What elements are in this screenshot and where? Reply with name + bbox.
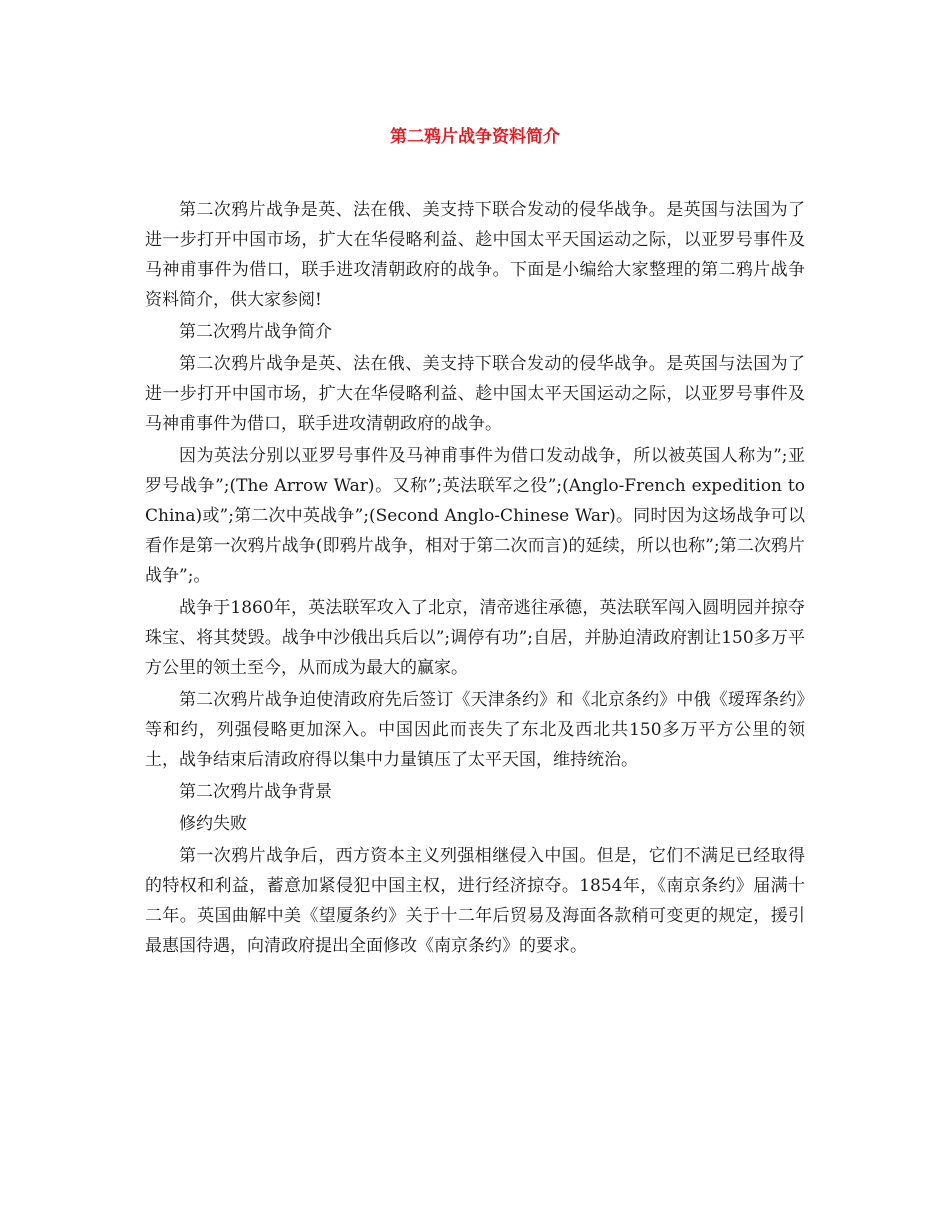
document-title: 第二鸦片战争资料简介 xyxy=(390,127,560,147)
document-body xyxy=(145,195,805,963)
treaties-paragraph: 第二次鸦片战争迫使清政府先后签订《天津条约》和《北京条约》中俄《瑷珲条约》等和约，列强侵略更加深入。中国因此而丧失了东北及西北共150多万平方公里的领土，战争结束后清政府得以集中力量镇压了太平天国，维持统治。 xyxy=(145,690,805,770)
section-heading-overview: 第二次鸦片战争简介 xyxy=(179,322,332,342)
section-heading-background: 第二次鸦片战争背景 xyxy=(179,782,332,802)
subsection-heading-treaty-revision: 修约失败 xyxy=(179,814,247,834)
overview-paragraph: 第二次鸦片战争是英、法在俄、美支持下联合发动的侵华战争。是英国与法国为了进一步打开中国市场，扩大在华侵略利益、趁中国太平天国运动之际，以亚罗号事件及马神甫事件为借口，联手进攻清朝政府的战争。 xyxy=(145,354,805,434)
treaty-revision-paragraph: 第一次鸦片战争后，西方资本主义列强相继侵入中国。但是，它们不满足已经取得的特权和利益，蓄意加紧侵犯中国主权，进行经济掠夺。1854年，《南京条约》届满十二年。英国曲解中美《望厦条约》关于十二年后贸易及海面各款稍可变更的规定，援引最惠国待遇，向清政府提出全面修改《南京条约》的要求。 xyxy=(145,846,805,956)
names-paragraph: 因为英法分别以亚罗号事件及马神甫事件为借口发动战争，所以被英国人称为”;亚罗号战争”;(The Arrow War)。又称”;英法联军之役”;(Anglo-French expedition to China)或”;第二次中英战争”;(Second Anglo-Chinese War)。同时因为这场战争可以看作是第一次鸦片战争(即鸦片战争，相对于第二次而言)的延续，所以也称”;第二次鸦片战争”;。 xyxy=(145,446,805,586)
events-paragraph: 战争于1860年，英法联军攻入了北京，清帝逃往承德，英法联军闯入圆明园并掠夺珠宝、将其焚毁。战争中沙俄出兵后以”;调停有功”;自居，并胁迫清政府割让150多万平方公里的领土至今，从而成为最大的赢家。 xyxy=(145,598,805,678)
intro-paragraph: 第二次鸦片战争是英、法在俄、美支持下联合发动的侵华战争。是英国与法国为了进一步打开中国市场，扩大在华侵略利益、趁中国太平天国运动之际，以亚罗号事件及马神甫事件为借口，联手进攻清朝政府的战争。下面是小编给大家整理的第二鸦片战争资料简介，供大家参阅! xyxy=(145,200,805,310)
